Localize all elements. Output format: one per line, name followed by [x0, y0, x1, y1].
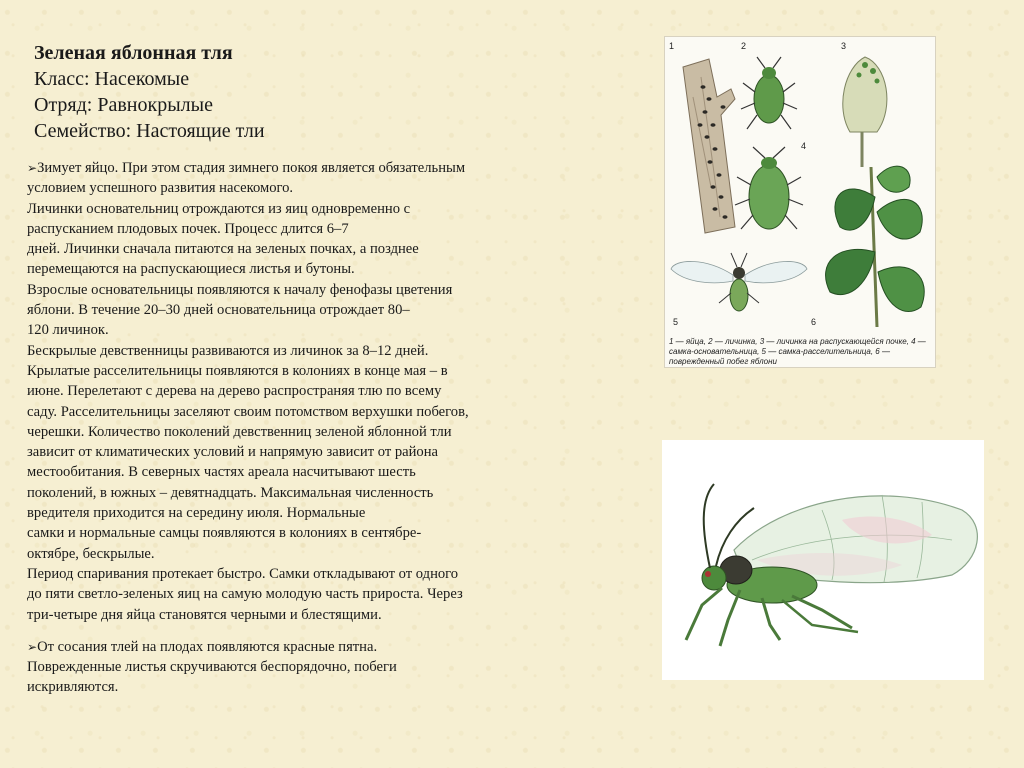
slide-title: Зеленая яблонная тля — [34, 42, 233, 64]
text-line: От сосания тлей на плодах появляются красные пятна. — [37, 638, 378, 655]
body-text — [27, 158, 557, 698]
text-line: вредителя приходится на середину июля. Нормальные — [27, 505, 366, 522]
text-line: 120 личинок. — [27, 322, 109, 339]
text-line: Зимует яйцо. При этом стадия зимнего покоя является обязательным — [37, 160, 466, 176]
figure-number: 4 — [801, 141, 807, 151]
branch-with-eggs-illustration — [683, 59, 735, 233]
text-line: октябре, бескрылые. — [27, 545, 155, 562]
winged-aphid-illustration — [662, 440, 984, 680]
winged-aphid-photo — [662, 440, 984, 680]
bullet-arrow-icon: ➢ — [27, 161, 38, 175]
figure-number: 3 — [841, 41, 847, 51]
text-line: яблони. В течение 20–30 дней основательница отрождает 80– — [27, 302, 410, 319]
text-line: самки и нормальные самцы появляются в колониях в сентябре- — [27, 525, 422, 542]
damaged-shoot-illustration — [826, 166, 925, 327]
class-line: Класс: Насекомые — [34, 68, 190, 90]
text-line: саду. Расселительницы заселяют своим потомством верхушки побегов, — [27, 403, 469, 420]
text-line: Личинки основательниц отрождаются из яиц одновременно с — [27, 200, 411, 217]
paragraph-1 — [27, 158, 557, 625]
figure-number: 6 — [811, 317, 817, 327]
paragraph-2 — [27, 637, 557, 698]
text-line: три-четыре дня яйца становятся черными и блестящими. — [27, 606, 382, 623]
bullet-arrow-icon: ➢ — [27, 639, 38, 654]
bud-with-larvae-illustration — [843, 57, 887, 167]
text-line: Поврежденные листья скручиваются беспорядочно, побеги — [27, 659, 397, 676]
text-line: поколений, в южных – девятнадцать. Максимальная численность — [27, 484, 434, 501]
text-line: искривляются. — [27, 679, 119, 696]
text-line: условием успешного развития насекомого. — [27, 180, 294, 197]
text-line: перемещаются на распускающиеся листья и бутоны. — [27, 261, 355, 278]
aphid-lifecycle-plate — [664, 36, 936, 368]
text-line: местообитания. В северных частях ареала насчитывают шесть — [27, 464, 416, 481]
plate-caption: 1 — яйца, 2 — личинка, 3 — личинка на распускающейся почке, 4 — самка-основательница, 5 — самка-расселительница, 6 — поврежденный побег яблони — [669, 337, 926, 366]
larva-illustration — [741, 57, 797, 129]
text-line: июне. Перелетают с дерева на дерево распространяя тлю по всему — [27, 383, 442, 400]
text-line: Бескрылые девственницы развиваются из личинок за 8–12 дней. — [27, 342, 429, 359]
family-line: Семейство: Настоящие тли — [34, 120, 265, 142]
text-line: распусканием плодовых почек. Процесс длится 6–7 — [27, 220, 349, 237]
figure-number: 5 — [673, 317, 679, 327]
text-line: черешки. Количество поколений девственниц зеленой яблонной тли — [27, 423, 452, 440]
text-line: до пяти светло-зеленых яиц на самую молодую часть прироста. Через — [27, 586, 463, 603]
text-line: зависит от климатических условий и напрямую зависит от района — [27, 444, 439, 461]
figure-number: 1 — [669, 41, 675, 51]
winged-female-illustration — [671, 253, 807, 311]
text-line: Взрослые основательницы появляются к началу фенофазы цветения — [27, 281, 453, 298]
lifecycle-illustration — [665, 37, 935, 337]
text-line: Крылатые расселительницы появляются в колониях в конце мая – в — [27, 362, 448, 379]
figure-number: 2 — [741, 41, 747, 51]
order-line: Отряд: Равнокрылые — [34, 94, 213, 116]
founder-female-illustration — [735, 147, 803, 229]
text-line: дней. Личинки сначала питаются на зеленых почках, а позднее — [27, 241, 419, 258]
text-line: Период спаривания протекает быстро. Самки откладывают от одного — [27, 565, 459, 582]
slide-header — [34, 40, 634, 144]
